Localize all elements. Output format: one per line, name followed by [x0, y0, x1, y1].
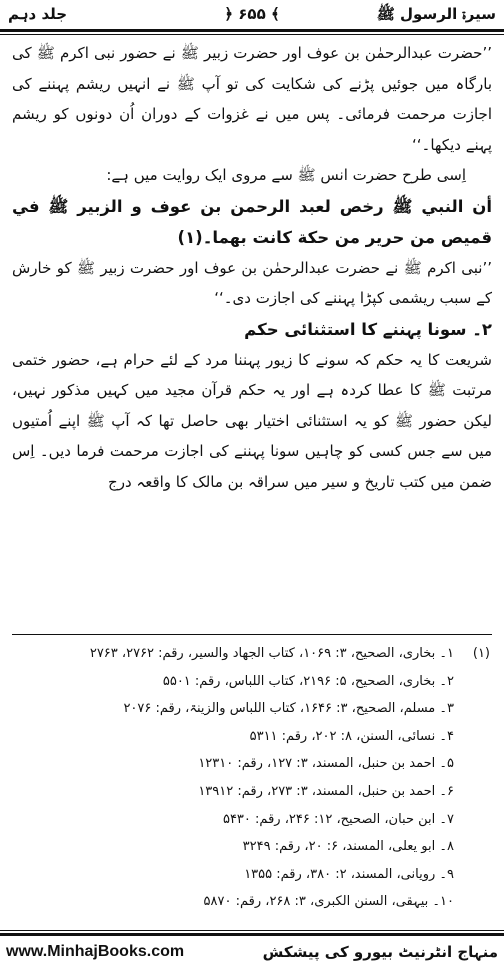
footnote-item: ۳۔ مسلم، الصحیح، ۳: ۱۶۴۶، کتاب اللباس والزینۃ، رقم: ۲۰۷۶ [123, 701, 454, 717]
footnote-item: ۸۔ ابو یعلی، المسند، ۶: ۲۰، رقم: ۳۲۴۹ [242, 839, 454, 855]
book-title: سیرۃ الرسول ﷺ [376, 5, 496, 23]
footnote-item: ۲۔ بخاری، الصحیح، ۵: ۲۱۹۶، کتاب اللباس، رقم: ۵۵۰۱ [162, 673, 454, 689]
footnote-item: ۵۔ احمد بن حنبل، المسند، ۳: ۱۲۷، رقم: ۱۲۳۱۰ [198, 756, 454, 772]
arabic-hadith: أن النبي ﷺ رخص لعبد الرحمن بن عوف و الزبير ﷺ في قميص من حرير من حكة كانت بهما۔(۱) [12, 196, 492, 247]
section-heading: ۲۔ سونا پہننے کا استثنائی حکم [244, 319, 492, 339]
narration-intro: اِسی طرح حضرت انس ﷺ سے مروی ایک روایت میں ہے: [106, 166, 466, 184]
page-number: ﴿ ۶۵۵ ﴾ [224, 5, 280, 23]
footnote-item: ۴۔ نسائی، السنن، ۸: ۲۰۲، رقم: ۵۳۱۱ [249, 728, 454, 744]
publisher-label: منہاج انٹرنیٹ بیورو کی پیشکش [262, 943, 498, 961]
footnotes [40, 640, 492, 916]
header-rule-thick [0, 29, 504, 32]
page-header [6, 3, 498, 29]
footnote-item: ۱۔ بخاری، الصحیح، ۳: ۱۰۶۹، کتاب الجھاد والسیر، رقم: ۲۷۶۲، ۲۷۶۳ [89, 646, 454, 661]
volume-label: جلد دہم [8, 5, 68, 23]
main-text [12, 38, 492, 497]
website-link[interactable]: www.MinhajBooks.com [6, 943, 185, 960]
footnote-item: ۶۔ احمد بن حنبل، المسند، ۳: ۲۷۳، رقم: ۱۳۹۱۲ [198, 783, 454, 799]
section-paragraph: شریعت کا یہ حکم کہ سونے کا زیور پہننا مرد کے لئے حرام ہے، حضور ختمی مرتبت ﷺ کا عطا کردہ ہے اور یہ حکم قرآن مجید میں کہیں مذکور نہیں، لیکن حضور ﷺ کو یہ استثنائی اختیار بھی حاصل تھا کہ آپ ﷺ اپنے اُمتیوں میں سے جس کسی کو چاہیں سونا پہننے کی اجازت مرحمت فرما دیں۔ اِس ضمن میں کتب تاریخ و سیر میں سراقہ بن مالک کا واقعہ درج [12, 350, 492, 491]
footnote-divider [12, 634, 492, 635]
page-footer [6, 940, 498, 966]
header-rule-thin [0, 34, 504, 35]
footnote-item: ۹۔ رویانی، المسند، ۲: ۳۸۰، رقم: ۱۳۵۵ [244, 866, 454, 882]
footnote-marker: (۱) [472, 646, 490, 661]
footnote-item: ۱۰۔ بیہقی، السنن الکبری، ۳: ۲۶۸، رقم: ۵۸۷۰ [203, 894, 454, 910]
footnote-item: ۷۔ ابن حبان، الصحیح، ۱۲: ۲۴۶، رقم: ۵۴۳۰ [222, 811, 454, 827]
hadith-translation-1: ’’حضرت عبدالرحمٰن بن عوف اور حضرت زبیر ﷺ نے حضور نبی اکرم ﷺ کی بارگاہ میں جوئیں پڑنے کی شکایت کی تو آپ ﷺ نے انہیں ریشم پہننے کی اجازت مرحمت فرمائی۔ پس میں نے غزوات کے دوران اُن دونوں کو ریشم پہنے دیکھا۔‘‘ [12, 44, 492, 154]
footer-rule-thick [0, 933, 504, 936]
footnote-list [40, 640, 492, 916]
hadith-translation-2: ’’نبی اکرم ﷺ نے حضرت عبدالرحمٰن بن عوف اور حضرت زبیر ﷺ کو خارش کے سبب ریشمی کپڑا پہننے کی اجازت دی۔‘‘ [12, 258, 492, 307]
footer-rule-thin [0, 930, 504, 931]
